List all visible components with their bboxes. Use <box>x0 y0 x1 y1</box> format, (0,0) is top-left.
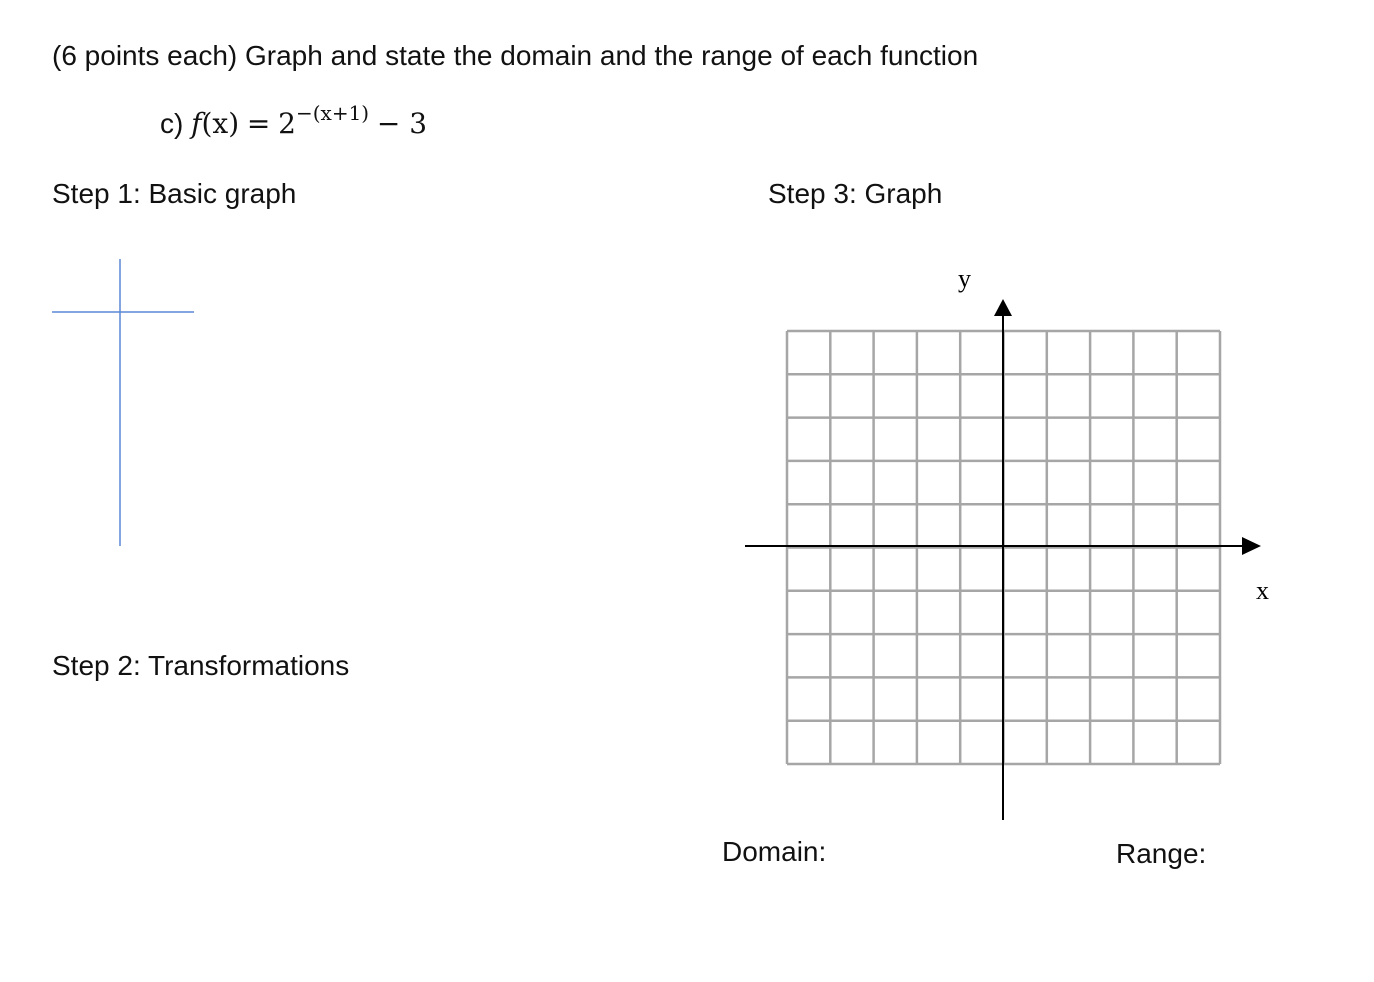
coordinate-grid[interactable] <box>740 290 1300 850</box>
exponent: −(x+1) <box>295 101 370 125</box>
x-axis-label: x <box>1256 576 1269 605</box>
range-label: Range: <box>1116 838 1207 869</box>
basic-graph-axes <box>48 255 208 555</box>
step1-heading: Step 1: Basic graph <box>52 178 297 209</box>
function-argument: (x) <box>201 107 240 140</box>
exponent-base: 2 <box>278 107 296 140</box>
y-axis-arrow-icon <box>994 299 1012 316</box>
step2-heading: Step 2: Transformations <box>52 650 350 681</box>
y-axis-label: y <box>958 264 971 293</box>
domain-label: Domain: <box>722 836 827 867</box>
function-equation <box>160 101 428 140</box>
instruction-text: (6 points each) Graph and state the domain and the range of each function <box>52 40 979 71</box>
step3-heading: Step 3: Graph <box>768 178 943 209</box>
x-axis-arrow-icon <box>1242 537 1261 555</box>
equals-sign: = <box>246 107 271 140</box>
problem-label: c) <box>160 108 184 139</box>
constant-term: − 3 <box>376 107 428 140</box>
function-name: f <box>191 107 202 140</box>
